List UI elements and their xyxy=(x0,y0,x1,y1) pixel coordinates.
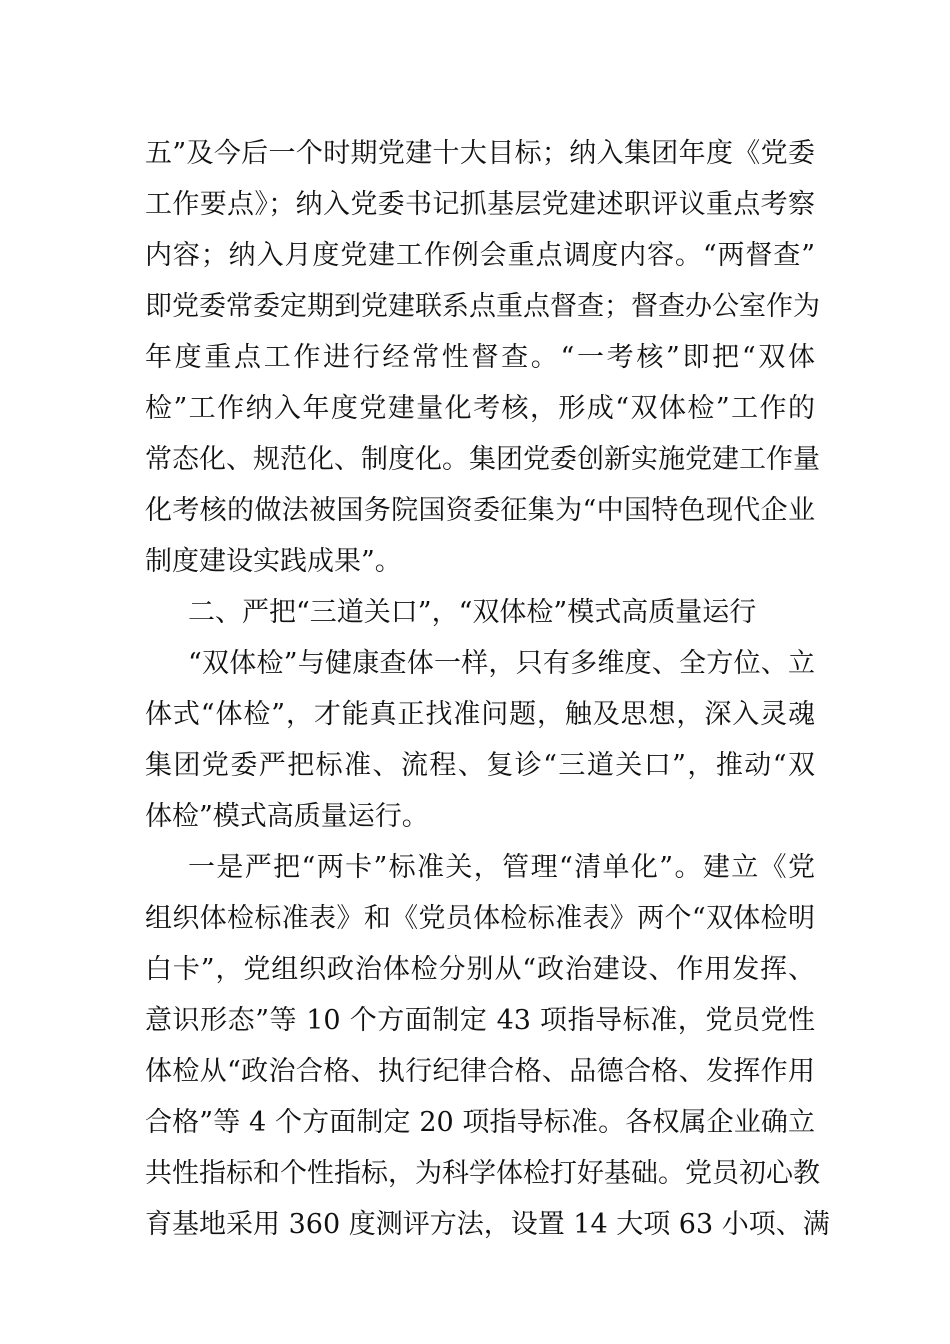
text-line: 五”及今后一个时期党建十大目标；纳入集团年度《党委 xyxy=(145,138,815,169)
text-line: 白卡”，党组织政治体检分别从“政治建设、作用发挥、 xyxy=(145,954,815,985)
text-line: 合格”等 4 个方面制定 20 项指导标准。各权属企业确立 xyxy=(145,1107,815,1138)
text-line: 年度重点工作进行经常性督查。“一考核”即把“双体 xyxy=(145,342,815,373)
section-heading: 二、严把“三道关口”，“双体检”模式高质量运行 xyxy=(188,597,757,628)
text-line: 体检从“政治合格、执行纪律合格、品德合格、发挥作用 xyxy=(145,1056,815,1087)
text-line: 集团党委严把标准、流程、复诊“三道关口”，推动“双 xyxy=(145,750,815,781)
text-line: 化考核的做法被国务院国资委征集为“中国特色现代企业 xyxy=(145,495,815,526)
text-line: 制度建设实践成果”。 xyxy=(145,546,402,577)
text-line: 意识形态”等 10 个方面制定 43 项指导标准，党员党性 xyxy=(145,1005,815,1036)
text-line: 检”工作纳入年度党建量化考核，形成“双体检”工作的 xyxy=(145,393,815,424)
text-line: 一是严把“两卡”标准关，管理“清单化”。建立《党 xyxy=(188,852,815,883)
text-line: “双体检”与健康查体一样，只有多维度、全方位、立 xyxy=(188,648,815,679)
text-line: 育基地采用 360 度测评方法，设置 14 大项 63 小项、满 xyxy=(145,1209,830,1240)
text-line: 体式“体检”，才能真正找准问题，触及思想，深入灵魂 xyxy=(145,699,815,730)
text-line: 内容；纳入月度党建工作例会重点调度内容。“两督查” xyxy=(145,240,815,271)
text-line: 工作要点》；纳入党委书记抓基层党建述职评议重点考察 xyxy=(145,189,815,220)
text-line: 即党委常委定期到党建联系点重点督查；督查办公室作为 xyxy=(145,291,820,322)
text-line: 常态化、规范化、制度化。集团党委创新实施党建工作量 xyxy=(145,444,820,475)
text-line: 共性指标和个性指标，为科学体检打好基础。党员初心教 xyxy=(145,1158,820,1189)
text-line: 组织体检标准表》和《党员体检标准表》两个“双体检明 xyxy=(145,903,815,934)
text-line: 体检”模式高质量运行。 xyxy=(145,801,429,832)
